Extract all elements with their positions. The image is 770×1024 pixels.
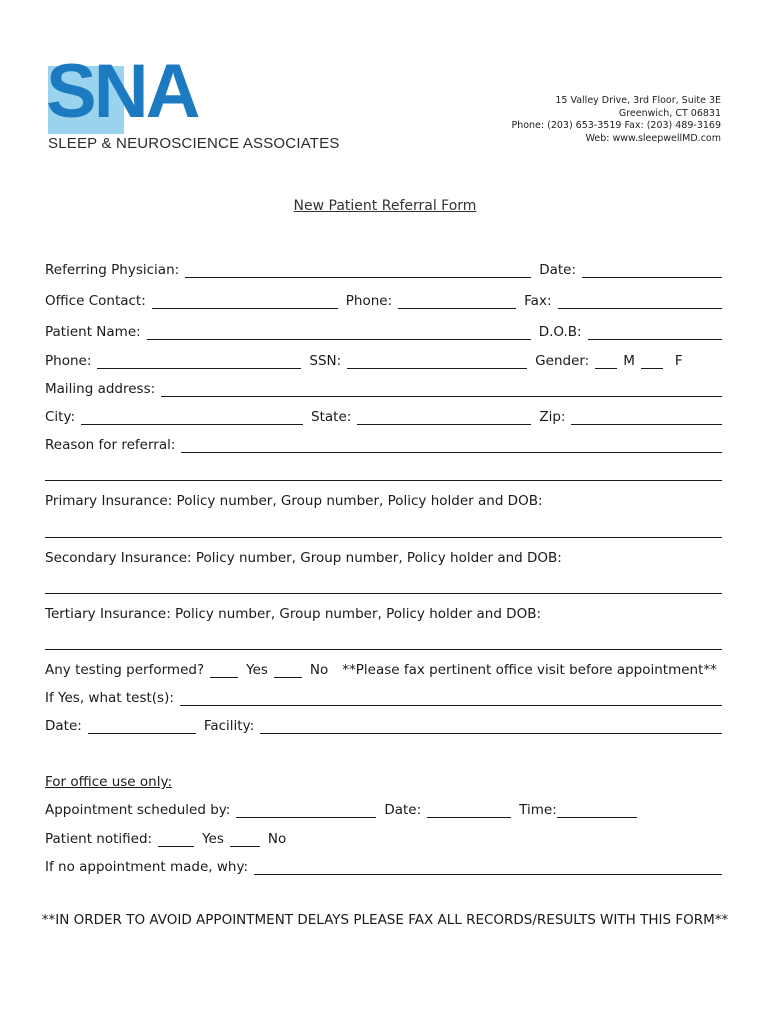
notified-yes-label: Yes bbox=[202, 831, 224, 847]
zip-field[interactable] bbox=[571, 410, 722, 425]
secondary-insurance-field[interactable] bbox=[45, 579, 722, 594]
row-notified bbox=[45, 827, 722, 847]
dob-field[interactable] bbox=[588, 325, 722, 340]
row-patient-name bbox=[45, 320, 722, 340]
appt-time-label: Time: bbox=[519, 802, 557, 818]
logo-subtitle: SLEEP & NEUROSCIENCE ASSOCIATES bbox=[48, 135, 340, 152]
appt-by-label: Appointment scheduled by: bbox=[45, 802, 231, 818]
mailing-address-field[interactable] bbox=[161, 382, 722, 397]
row-office-heading bbox=[45, 770, 722, 790]
row-appointment bbox=[45, 798, 722, 818]
referring-physician-label: Referring Physician: bbox=[45, 262, 180, 278]
row-phone-ssn-gender bbox=[45, 349, 722, 369]
row-testing bbox=[45, 658, 722, 678]
phone-field[interactable] bbox=[398, 294, 516, 309]
zip-label: Zip: bbox=[539, 409, 566, 425]
row-tertiary-insurance bbox=[45, 602, 722, 622]
office-contact-label: Office Contact: bbox=[45, 293, 146, 309]
row-no-appointment bbox=[45, 855, 722, 875]
row-mailing-address bbox=[45, 377, 722, 397]
row-secondary-insurance-field bbox=[45, 574, 722, 594]
gender-m-field[interactable] bbox=[595, 354, 617, 369]
row-city-state-zip bbox=[45, 405, 722, 425]
fax-note: **Please fax pertinent office visit before appointment** bbox=[342, 662, 717, 678]
test-date-field[interactable] bbox=[88, 719, 196, 734]
row-tertiary-insurance-field bbox=[45, 630, 722, 650]
city-label: City: bbox=[45, 409, 76, 425]
mailing-address-label: Mailing address: bbox=[45, 381, 156, 397]
state-field[interactable] bbox=[357, 410, 531, 425]
if-yes-label: If Yes, what test(s): bbox=[45, 690, 174, 706]
notified-label: Patient notified: bbox=[45, 831, 153, 847]
appt-date-field[interactable] bbox=[427, 803, 511, 818]
row-primary-insurance bbox=[45, 489, 722, 509]
phone-label: Phone: bbox=[345, 293, 393, 309]
facility-label: Facility: bbox=[203, 718, 255, 734]
testing-no-field[interactable] bbox=[274, 663, 302, 678]
no-appt-field[interactable] bbox=[254, 860, 722, 875]
secondary-insurance-label: Secondary Insurance: Policy number, Group number, Policy holder and DOB: bbox=[45, 550, 562, 566]
appt-by-field[interactable] bbox=[236, 803, 376, 818]
state-label: State: bbox=[311, 409, 352, 425]
row-reason-continued bbox=[45, 461, 722, 481]
row-referring-physician bbox=[45, 258, 722, 278]
no-appt-label: If no appointment made, why: bbox=[45, 859, 249, 875]
fax-field[interactable] bbox=[558, 294, 723, 309]
test-date-label: Date: bbox=[45, 718, 82, 734]
ssn-field[interactable] bbox=[347, 354, 527, 369]
notified-yes-field[interactable] bbox=[158, 832, 194, 847]
patient-name-label: Patient Name: bbox=[45, 324, 141, 340]
primary-insurance-field[interactable] bbox=[45, 523, 722, 538]
if-yes-field[interactable] bbox=[180, 691, 722, 706]
testing-label: Any testing performed? bbox=[45, 662, 205, 678]
patient-phone-field[interactable] bbox=[97, 354, 301, 369]
testing-yes-field[interactable] bbox=[210, 663, 238, 678]
reason-field[interactable] bbox=[181, 438, 722, 453]
office-use-heading: For office use only: bbox=[45, 774, 173, 790]
dob-label: D.O.B: bbox=[538, 324, 582, 340]
row-secondary-insurance bbox=[45, 546, 722, 566]
notified-no-field[interactable] bbox=[230, 832, 260, 847]
appt-time-field[interactable] bbox=[557, 803, 637, 818]
reason-label: Reason for referral: bbox=[45, 437, 176, 453]
tertiary-insurance-label: Tertiary Insurance: Policy number, Group number, Policy holder and DOB: bbox=[45, 606, 542, 622]
office-contact-field[interactable] bbox=[152, 294, 338, 309]
gender-f-label: F bbox=[674, 353, 683, 369]
date-label: Date: bbox=[539, 262, 577, 278]
city-field[interactable] bbox=[81, 410, 303, 425]
testing-no-label: No bbox=[309, 662, 329, 678]
form-title: New Patient Referral Form bbox=[293, 198, 477, 214]
address-line-3: Phone: (203) 653-3519 Fax: (203) 489-3169 bbox=[511, 120, 721, 131]
row-primary-insurance-field bbox=[45, 518, 722, 538]
ssn-label: SSN: bbox=[309, 353, 342, 369]
tertiary-insurance-field[interactable] bbox=[45, 635, 722, 650]
row-date-facility bbox=[45, 714, 722, 734]
row-if-yes bbox=[45, 686, 722, 706]
row-reason bbox=[45, 433, 722, 453]
referring-physician-field[interactable] bbox=[185, 263, 531, 278]
bottom-note: **IN ORDER TO AVOID APPOINTMENT DELAYS PLEASE FAX ALL RECORDS/RESULTS WITH THIS FORM** bbox=[41, 912, 729, 928]
patient-phone-label: Phone: bbox=[45, 353, 92, 369]
fax-label: Fax: bbox=[524, 293, 552, 309]
row-office-contact bbox=[45, 289, 722, 309]
sna-logo bbox=[46, 49, 340, 156]
gender-f-field[interactable] bbox=[641, 354, 663, 369]
address-line-2: Greenwich, CT 06831 bbox=[618, 107, 721, 119]
reason-field-line-2[interactable] bbox=[45, 466, 722, 481]
appt-date-label: Date: bbox=[384, 802, 422, 818]
gender-label: Gender: bbox=[535, 353, 590, 369]
patient-name-field[interactable] bbox=[147, 325, 531, 340]
address-block bbox=[511, 95, 721, 145]
notified-no-label: No bbox=[267, 831, 287, 847]
facility-field[interactable] bbox=[260, 719, 722, 734]
date-field[interactable] bbox=[582, 263, 722, 278]
gender-m-label: M bbox=[623, 353, 635, 369]
primary-insurance-label: Primary Insurance: Policy number, Group number, Policy holder and DOB: bbox=[45, 493, 543, 509]
testing-yes-label: Yes bbox=[246, 662, 268, 678]
address-line-1: 15 Valley Drive, 3rd Floor, Suite 3E bbox=[555, 95, 721, 106]
logo-letters: SNA bbox=[46, 49, 198, 134]
address-line-4: Web: www.sleepwellMD.com bbox=[585, 132, 721, 144]
